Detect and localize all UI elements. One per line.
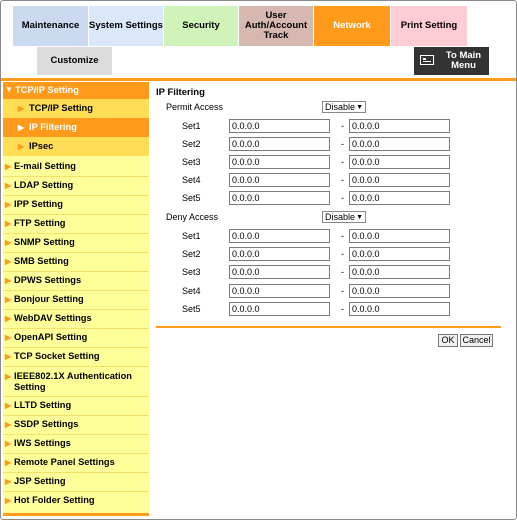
select-value: Disable (325, 102, 356, 112)
permit-set3-to-input[interactable]: 0.0.0.0 (349, 155, 450, 169)
range-separator: - (341, 304, 344, 314)
deny-set1-to-input[interactable]: 0.0.0.0 (349, 229, 450, 243)
sidebar-item-label: E-mail Setting (14, 161, 76, 171)
sidebar-item-ipp[interactable] (3, 199, 149, 212)
triangle-down-icon: ▼ (5, 85, 13, 94)
sidebar-divider (3, 214, 149, 215)
sidebar-divider (3, 290, 149, 291)
select-value: Disable (325, 212, 356, 222)
sidebar-sub-item-ip-filtering[interactable] (3, 118, 149, 137)
tab-network[interactable] (314, 6, 390, 46)
sidebar-item-ieee8021x[interactable] (3, 371, 149, 395)
triangle-right-icon: ▶ (5, 372, 12, 381)
cancel-button[interactable]: Cancel (460, 334, 493, 347)
triangle-right-icon: ▶ (5, 477, 12, 486)
permit-set2-to-input[interactable]: 0.0.0.0 (349, 137, 450, 151)
sidebar-section-label: TCP/IP Setting (15, 85, 79, 95)
deny-set5-to-input[interactable]: 0.0.0.0 (349, 302, 450, 316)
triangle-right-icon: ▶ (18, 123, 25, 132)
sidebar-sub-item-ipsec[interactable] (3, 137, 149, 156)
permit-access-label: Permit Access (166, 102, 224, 112)
triangle-right-icon: ▶ (5, 439, 12, 448)
header-divider (1, 78, 517, 81)
deny-set4-to-input[interactable]: 0.0.0.0 (349, 284, 450, 298)
sidebar-item-label: SMB Setting (14, 256, 69, 266)
range-separator: - (341, 286, 344, 296)
permit-set5-from-input[interactable]: 0.0.0.0 (229, 191, 330, 205)
sidebar-item-dpws[interactable] (3, 275, 149, 288)
tab-label: Network (333, 20, 371, 31)
permit-set5-to-input[interactable]: 0.0.0.0 (349, 191, 450, 205)
triangle-right-icon: ▶ (5, 295, 12, 304)
sidebar-divider (3, 434, 149, 435)
set-label: Set3 (182, 157, 201, 167)
sidebar-item-label: Remote Panel Settings (14, 457, 115, 467)
sidebar-item-label: LDAP Setting (14, 180, 74, 190)
permit-set3-from-input[interactable]: 0.0.0.0 (229, 155, 330, 169)
set-label: Set4 (182, 286, 201, 296)
triangle-right-icon: ▶ (18, 104, 25, 113)
tab-label: Print Setting (400, 20, 458, 31)
range-separator: - (341, 249, 344, 259)
range-separator: - (341, 193, 344, 203)
range-separator: - (341, 157, 344, 167)
sidebar-item-label: Bonjour Setting (14, 294, 84, 304)
triangle-right-icon: ▶ (5, 162, 12, 171)
dropdown-arrow-icon: ▼ (356, 214, 363, 221)
sidebar-item-label: FTP Setting (14, 218, 66, 228)
triangle-right-icon: ▶ (5, 181, 12, 190)
deny-set3-to-input[interactable]: 0.0.0.0 (349, 265, 450, 279)
sidebar-divider (3, 271, 149, 272)
sidebar-item-ftp[interactable] (3, 218, 149, 231)
sidebar-divider (3, 195, 149, 196)
sidebar-item-smb[interactable] (3, 256, 149, 269)
deny-access-select[interactable] (322, 211, 366, 223)
tab-maintenance[interactable] (13, 6, 88, 46)
permit-set1-from-input[interactable]: 0.0.0.0 (229, 119, 330, 133)
deny-set5-from-input[interactable]: 0.0.0.0 (229, 302, 330, 316)
to-main-menu-button[interactable] (414, 47, 489, 75)
menu-icon (420, 55, 434, 65)
triangle-right-icon: ▶ (5, 458, 12, 467)
sidebar-item-email[interactable] (3, 161, 149, 174)
sidebar-divider (3, 176, 149, 177)
triangle-right-icon: ▶ (5, 200, 12, 209)
sidebar-item-lltd[interactable] (3, 400, 149, 413)
tab-print-setting[interactable] (391, 6, 467, 46)
deny-access-label: Deny Access (166, 212, 219, 222)
sidebar-item-label: WebDAV Settings (14, 313, 92, 323)
sidebar-item-ldap[interactable] (3, 180, 149, 193)
sidebar-sub-label: TCP/IP Setting (29, 103, 93, 113)
set-label: Set1 (182, 121, 201, 131)
permit-set4-from-input[interactable]: 0.0.0.0 (229, 173, 330, 187)
sidebar-item-jsp[interactable] (3, 476, 149, 489)
sidebar-divider (3, 472, 149, 473)
sidebar-item-label: IWS Settings (14, 438, 71, 448)
sidebar-sub-label: IP Filtering (29, 122, 77, 132)
sidebar-divider (3, 309, 149, 310)
sidebar-item-openapi[interactable] (3, 332, 149, 345)
sidebar-item-label: IPP Setting (14, 199, 63, 209)
sidebar-divider (3, 347, 149, 348)
triangle-right-icon: ▶ (5, 496, 12, 505)
triangle-right-icon: ▶ (5, 352, 12, 361)
sidebar-item-label: LLTD Setting (14, 400, 72, 410)
tab-label: Security (182, 20, 220, 31)
triangle-right-icon: ▶ (5, 219, 12, 228)
set-label: Set2 (182, 249, 201, 259)
permit-set4-to-input[interactable]: 0.0.0.0 (349, 173, 450, 187)
triangle-right-icon: ▶ (5, 257, 12, 266)
triangle-right-icon: ▶ (18, 142, 25, 151)
tab-user-auth[interactable] (239, 6, 313, 46)
triangle-right-icon: ▶ (5, 314, 12, 323)
sidebar-item-remote-panel[interactable] (3, 457, 149, 470)
sidebar-item-tcp-socket[interactable] (3, 351, 149, 364)
sidebar-item-label: DPWS Settings (14, 275, 82, 285)
range-separator: - (341, 139, 344, 149)
set-label: Set2 (182, 139, 201, 149)
page-title: IP Filtering (156, 87, 205, 98)
ok-button[interactable]: OK (438, 334, 458, 347)
triangle-right-icon: ▶ (5, 333, 12, 342)
set-label: Set1 (182, 231, 201, 241)
range-separator: - (341, 231, 344, 241)
sidebar-item-label: SNMP Setting (14, 237, 75, 247)
tab-system-settings[interactable] (89, 6, 163, 46)
permit-set2-from-input[interactable]: 0.0.0.0 (229, 137, 330, 151)
sidebar-divider (3, 233, 149, 234)
tab-label: User Auth/Account Track (244, 10, 308, 41)
sidebar-item-label: SSDP Settings (14, 419, 79, 429)
sidebar-item-label: TCP Socket Setting (14, 351, 100, 361)
permit-set1-to-input[interactable]: 0.0.0.0 (349, 119, 450, 133)
range-separator: - (341, 175, 344, 185)
sidebar-item-ssdp[interactable] (3, 419, 149, 432)
content-divider (156, 326, 501, 328)
deny-set1-from-input[interactable]: 0.0.0.0 (229, 229, 330, 243)
deny-set4-from-input[interactable]: 0.0.0.0 (229, 284, 330, 298)
sidebar-item-label: OpenAPI Setting (14, 332, 88, 342)
sidebar-sub-item-tcpip[interactable] (3, 99, 149, 118)
sidebar-item-webdav[interactable] (3, 313, 149, 326)
set-label: Set5 (182, 193, 201, 203)
sidebar-divider (3, 396, 149, 397)
sidebar-divider (3, 328, 149, 329)
sidebar-item-label: JSP Setting (14, 476, 66, 486)
sidebar-divider (3, 366, 149, 367)
sidebar-item-hot-folder[interactable] (3, 495, 149, 508)
triangle-right-icon: ▶ (5, 238, 12, 247)
deny-set2-from-input[interactable]: 0.0.0.0 (229, 247, 330, 261)
sidebar-section-header[interactable] (3, 82, 149, 99)
dropdown-arrow-icon: ▼ (356, 104, 363, 111)
deny-set2-to-input[interactable]: 0.0.0.0 (349, 247, 450, 261)
set-label: Set4 (182, 175, 201, 185)
main-menu-label: To Main Menu (445, 50, 482, 71)
permit-access-select[interactable] (322, 101, 366, 113)
set-label: Set5 (182, 304, 201, 314)
tab-customize[interactable] (37, 47, 112, 75)
sidebar-item-label: Hot Folder Setting (14, 495, 95, 505)
sidebar-item-iws[interactable] (3, 438, 149, 451)
set-label: Set3 (182, 267, 201, 277)
range-separator: - (341, 121, 344, 131)
sidebar (3, 82, 149, 515)
sidebar-divider (3, 453, 149, 454)
tab-label: Customize (50, 55, 99, 66)
triangle-right-icon: ▶ (5, 420, 12, 429)
deny-set3-from-input[interactable]: 0.0.0.0 (229, 265, 330, 279)
sidebar-item-snmp[interactable] (3, 237, 149, 250)
sidebar-divider (3, 252, 149, 253)
sidebar-item-bonjour[interactable] (3, 294, 149, 307)
sidebar-divider (3, 415, 149, 416)
range-separator: - (341, 267, 344, 277)
tab-label: System Settings (89, 20, 163, 31)
sidebar-bottom-line (3, 513, 149, 516)
sidebar-sub-label: IPsec (29, 141, 54, 151)
tab-security[interactable] (164, 6, 238, 46)
sidebar-divider (3, 491, 149, 492)
triangle-right-icon: ▶ (5, 401, 12, 410)
triangle-right-icon: ▶ (5, 276, 12, 285)
tab-label: Maintenance (21, 20, 80, 31)
sidebar-item-label: IEEE802.1X Authentication Setting (14, 371, 132, 392)
